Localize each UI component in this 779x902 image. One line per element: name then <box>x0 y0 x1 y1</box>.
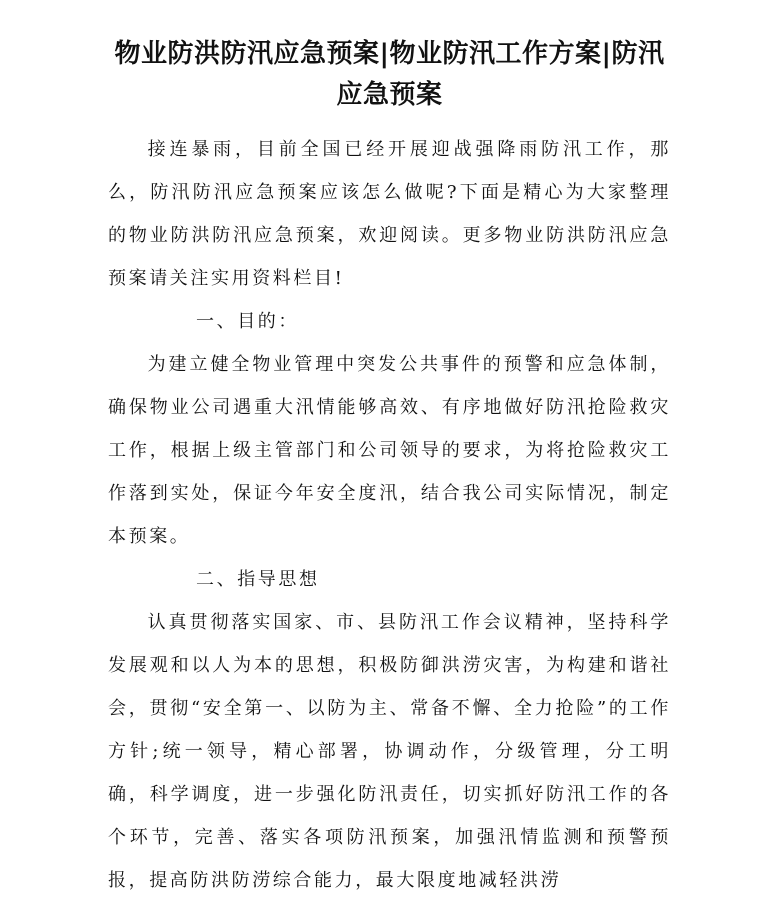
intro-paragraph: 接连暴雨，目前全国已经开展迎战强降雨防汛工作，那么，防汛防汛应急预案应该怎么做呢?下面是精心为大家整理的物业防洪防汛应急预案，欢迎阅读。更多物业防洪防汛应急预案请关注实用资料栏目! <box>108 139 671 289</box>
guiding-ideology-paragraph: 认真贯彻落实国家、市、县防汛工作会议精神，坚持科学发展观和以人为本的思想，积极防御洪涝灾害，为构建和谐社会，贯彻“安全第一、以防为主、常备不懈、全力抢险”的工作方针;统一领导，精心部署，协调动作，分级管理，分工明确，科学调度，进一步强化防汛责任，切实抓好防汛工作的各个环节，完善、落实各项防汛预案，加强汛情监测和预警预报，提高防洪防涝综合能力，最大限度地减轻洪涝 <box>108 612 671 891</box>
purpose-paragraph: 为建立健全物业管理中突发公共事件的预警和应急体制，确保物业公司遇重大汛情能够高效、有序地做好防汛抢险救灾工作，根据上级主管部门和公司领导的要求，为将抢险救灾工作落到实处，保证今年安全度汛，结合我公司实际情况，制定本预案。 <box>108 354 671 547</box>
document-body <box>108 128 671 902</box>
section-heading-purpose: 一、目的： <box>196 311 299 332</box>
section-heading-guiding-ideology: 二、指导思想 <box>196 569 320 590</box>
document-title: 物业防洪防汛应急预案|物业防汛工作方案|防汛应急预案 <box>114 39 665 110</box>
